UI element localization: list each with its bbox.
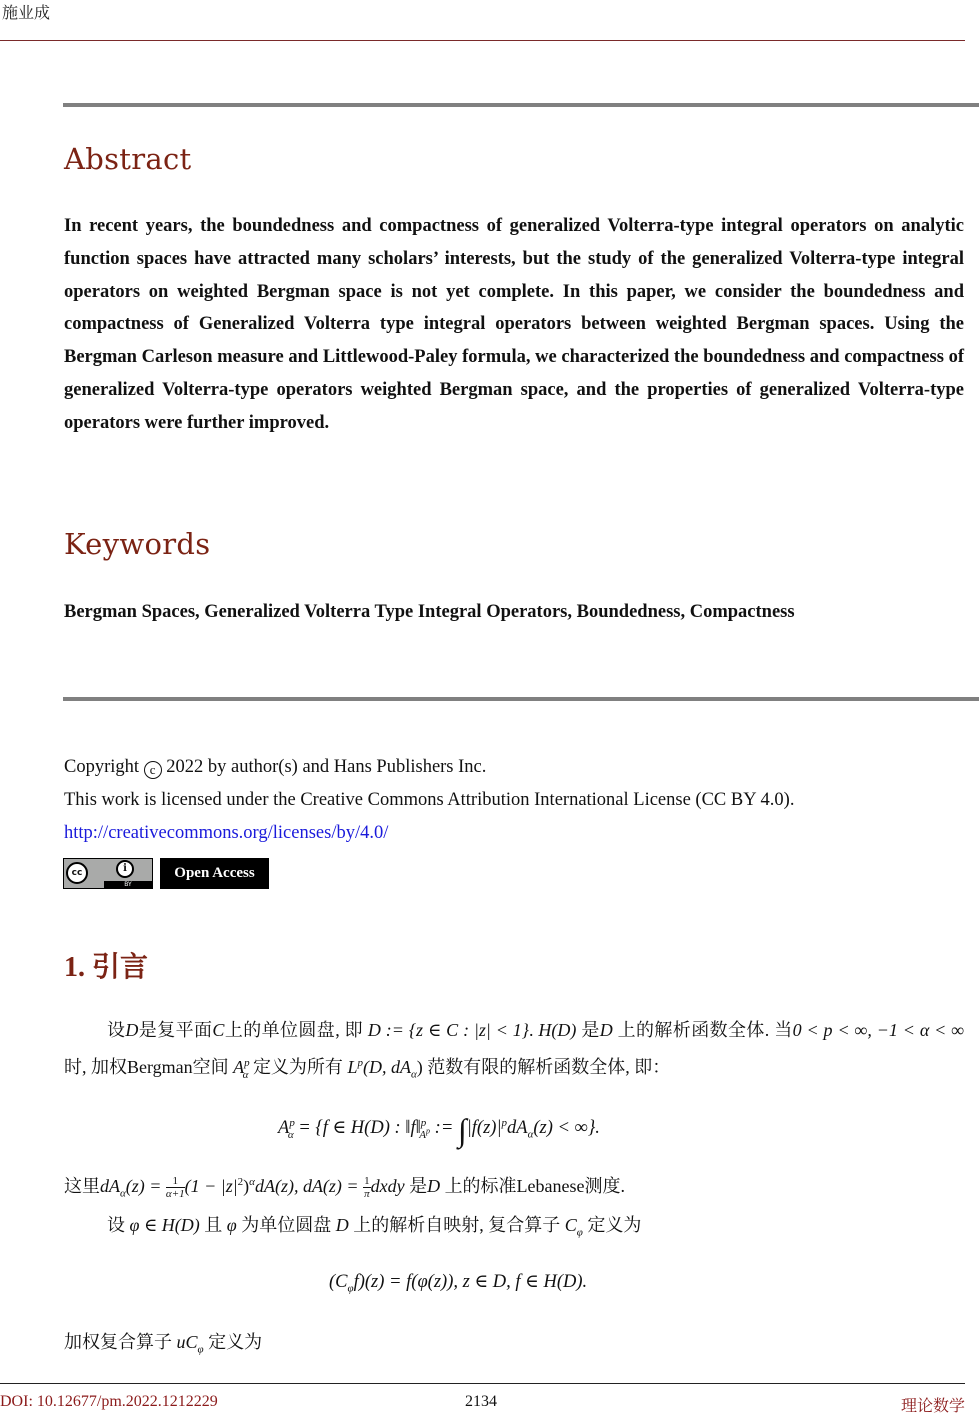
math-text-fragment: H(D) xyxy=(538,1020,577,1040)
math-text-fragment: p xyxy=(289,1116,295,1129)
math-text-fragment: φ ∈ H(D) xyxy=(129,1215,200,1235)
math-text-fragment: |f(z)| xyxy=(466,1118,502,1138)
integral-sign: ∫ xyxy=(457,1112,467,1148)
math-text-fragment: π xyxy=(364,1188,370,1201)
copyright-line xyxy=(64,757,486,779)
math-text-fragment: D xyxy=(335,1215,349,1235)
cc-by-badge[interactable] xyxy=(63,858,153,889)
math-text-fragment: 定义为所有 xyxy=(248,1057,348,1077)
math-text-fragment: f)(z) = f(φ(z)), z ∈ D, f ∈ H(D). xyxy=(353,1272,588,1292)
math-text-fragment: φ xyxy=(197,1343,204,1356)
math-text-fragment: 加权复合算子 xyxy=(64,1332,177,1352)
copyright-label: Copyright xyxy=(64,757,140,777)
composition-operator-equation xyxy=(329,1271,587,1295)
journal-name: 理论数学 xyxy=(900,1398,965,1415)
math-text-fragment: φ xyxy=(576,1226,583,1239)
math-text-fragment: α xyxy=(242,1068,249,1081)
math-text-fragment: α+1 xyxy=(165,1188,185,1201)
running-head-author: 施业成 xyxy=(2,5,51,22)
math-text-fragment: (z) = xyxy=(125,1176,166,1196)
math-text-fragment: uC xyxy=(176,1332,198,1352)
unit-disc-set: D := {z ∈ C : |z| < 1} xyxy=(367,1020,530,1040)
section-1-heading: 1. 引言 xyxy=(64,952,149,983)
header-rule xyxy=(0,40,965,41)
math-text-fragment: 为单位圆盘 xyxy=(236,1215,336,1235)
math-text-fragment: dA xyxy=(100,1176,120,1196)
math-text-fragment: dA(z), dA(z) = xyxy=(254,1176,364,1196)
math-text-fragment: p xyxy=(357,1057,363,1069)
fraction xyxy=(166,1175,185,1200)
math-text-fragment: C xyxy=(212,1020,225,1040)
copyright-symbol-letter: c xyxy=(149,762,156,777)
abstract-heading: Abstract xyxy=(64,142,192,176)
math-text-fragment: C xyxy=(564,1215,577,1235)
math-text-fragment: 这里 xyxy=(64,1176,100,1196)
math-text-fragment: (C xyxy=(329,1272,348,1292)
math-text-fragment: (1 − |z| xyxy=(184,1176,238,1196)
by-label: BY xyxy=(104,881,152,889)
math-text-fragment: α xyxy=(527,1128,534,1141)
math-text-fragment: α xyxy=(120,1187,126,1200)
math-text-fragment: 定义为 xyxy=(203,1332,263,1352)
footer-doi[interactable]: DOI: 10.12677/pm.2022.1212229 xyxy=(0,1393,218,1410)
footer-rule xyxy=(0,1383,965,1384)
math-text-fragment: φ xyxy=(347,1282,354,1295)
copyright-symbol xyxy=(144,761,162,779)
cc-icon: cc xyxy=(66,862,88,884)
math-text-fragment: 且 xyxy=(199,1215,227,1235)
math-text-fragment: 上的解析自映射, 复合算子 xyxy=(348,1215,565,1235)
measure-definition xyxy=(64,1166,964,1211)
math-text-fragment: L xyxy=(347,1057,358,1077)
math-text-fragment: D xyxy=(125,1020,139,1040)
abstract-body: In recent years, the boundedness and compactness of generalized Volterra-type integral operators on analytic function spaces have attracted many scholars’ interests, but the study of the generalized Volterra-type integral operators on weighted Bergman space is not yet complete. In this paper, we consider the boundedness and compactness of Generalized Volterra type integral operators between weighted Bergman spaces. Using the Bergman Carleson measure and Littlewood-Paley formula, we characterized the boundedness and compactness of generalized Volterra-type operators weighted Bergman space, and the properties of generalized Volterra-type operators were further improved. xyxy=(64,216,964,433)
fraction xyxy=(363,1175,371,1200)
license-url-link[interactable]: http://creativecommons.org/licenses/by/4.0/ xyxy=(64,823,389,843)
math-text-fragment: 设 xyxy=(107,1215,130,1235)
math-text-fragment: dxdy xyxy=(370,1176,405,1196)
intro-paragraph-1 xyxy=(64,1014,964,1092)
math-text-fragment: 是 xyxy=(404,1176,428,1196)
math-text-fragment: dA xyxy=(507,1118,528,1138)
open-access-badge[interactable]: Open Access xyxy=(160,858,269,889)
math-text-fragment: := xyxy=(430,1118,458,1138)
attribution-person-icon: i xyxy=(116,860,134,878)
math-text-fragment: 上的单位圆盘, 即 xyxy=(224,1020,368,1040)
keywords-bottom-rule xyxy=(63,697,979,701)
math-text-fragment: φ xyxy=(226,1215,237,1235)
math-text-fragment: 2 xyxy=(237,1176,244,1188)
math-text-fragment: . xyxy=(529,1020,539,1040)
math-text-fragment: α xyxy=(410,1068,417,1081)
copyright-text: 2022 by author(s) and Hans Publishers Inc. xyxy=(166,757,487,777)
math-text-fragment: (z) < ∞}. xyxy=(533,1118,600,1138)
math-text-fragment: 1 xyxy=(364,1175,370,1188)
math-text-fragment: $A^p_\alpha$ xyxy=(233,1057,250,1081)
math-text-fragment: p xyxy=(501,1116,508,1129)
math-text-fragment: p xyxy=(244,1057,250,1069)
math-text-fragment: ) 范数有限的解析函数全体, 即： xyxy=(416,1057,671,1077)
math-text-fragment: Ap xyxy=(419,1126,431,1141)
math-text-fragment: 是 xyxy=(576,1020,600,1040)
math-text-fragment: D xyxy=(427,1176,441,1196)
bergman-space-definition xyxy=(278,1112,600,1149)
math-text-fragment: 上的标准Lebanese测度. xyxy=(440,1176,626,1196)
abstract-top-rule xyxy=(63,103,979,107)
math-text-fragment: ) xyxy=(243,1176,250,1196)
math-text-fragment: 是复平面 xyxy=(138,1020,213,1040)
math-text-fragment: α xyxy=(287,1128,294,1141)
page-number: 2134 xyxy=(465,1393,497,1410)
math-text-fragment: 上的解析函数全体. 当 xyxy=(612,1020,793,1040)
composition-operator-intro xyxy=(64,1209,964,1250)
math-text-fragment: 1 xyxy=(166,1175,185,1188)
math-text-fragment: (D, dA xyxy=(362,1057,411,1077)
math-text-fragment: 时, 加权Bergman空间 xyxy=(64,1057,234,1077)
math-text-fragment: α xyxy=(249,1176,255,1188)
keywords-body: Bergman Spaces, Generalized Volterra Type Integral Operators, Boundedness, Compactness xyxy=(64,602,795,622)
math-text-fragment: D xyxy=(599,1020,613,1040)
parameter-condition: 0 < p < ∞, −1 < α < ∞ xyxy=(792,1020,965,1040)
keywords-heading: Keywords xyxy=(64,527,211,561)
weighted-composition-intro xyxy=(64,1326,964,1367)
math-text-fragment: p xyxy=(420,1116,427,1129)
math-text-fragment: 定义为 xyxy=(582,1215,642,1235)
math-text-fragment: = {f ∈ H(D) : ‖f‖ xyxy=(293,1118,421,1138)
math-text-fragment: 设 xyxy=(107,1020,126,1040)
license-statement: This work is licensed under the Creative Commons Attribution International License (CC BY 4.0). xyxy=(64,790,795,810)
math-text-fragment: A xyxy=(278,1118,290,1138)
math-text-fragment: p xyxy=(426,1126,431,1136)
